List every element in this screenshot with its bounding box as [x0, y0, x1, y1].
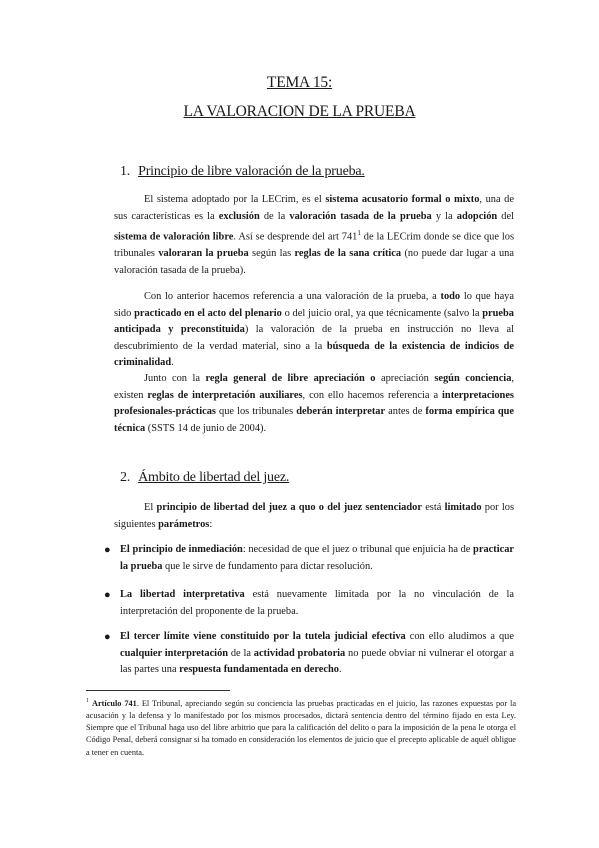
footnote-divider: [86, 690, 230, 691]
section-title: Ámbito de libertad del juez.: [138, 470, 290, 485]
section-title: Principio de libre valoración de la prueba.: [138, 164, 365, 179]
page-title: LA VALORACION DE LA PRUEBA: [183, 103, 416, 120]
footnote: [86, 695, 516, 759]
section-number: 1.: [120, 164, 131, 179]
bullet-icon: ●: [104, 631, 111, 643]
list-item: ● El tercer límite viene constituido por la tutela judicial efectiva con ello aludimos a que cualquier interpretación de la actividad probatoria no puede obviar ni vulnerar el otorgar a las partes una respuesta fundamentada en derecho.: [104, 631, 515, 676]
footnote-label: Artículo 741: [91, 698, 137, 708]
section-2-heading: [120, 470, 289, 486]
footnote-ref: 1: [357, 229, 361, 238]
topic-number: TEMA 15:: [266, 74, 333, 91]
section-1-heading: [120, 164, 365, 180]
bullet-icon: ●: [104, 544, 111, 556]
section-number: 2.: [120, 470, 131, 485]
paragraph-3: Junto con la regla general de libre apreciación o apreciación según conciencia, existen reglas de interpretación auxiliares, con ello hacemos referencia a interpretaciones profesionales-prácticas que los tribunales deberán interpretar antes de forma empírica que técnica (SSTS 14 de junio de 2004).: [114, 373, 515, 434]
bullet-icon: ●: [104, 589, 111, 601]
list-item: ● El principio de inmediación: necesidad de que el juez o tribunal que enjuicia ha de practicar la prueba que le sirve de fundamento para dictar resolución.: [104, 544, 515, 572]
paragraph-1: El sistema adoptado por la LECrim, es el sistema acusatorio formal o mixto, una de sus características es la exclusión de la valoración tasada de la prueba y la adopción del sistema de valoración libre. Así se desprende del art $741^1$ de la LECrim donde se dice que los tribunales valoraran la prueba según las reglas de la sana crítica (no puede dar lugar a una valoración tasada de la prueba).: [114, 194, 515, 276]
footnote-mark: 1: [86, 698, 89, 704]
list-item: ● La libertad interpretativa está nuevamente limitada por la no vinculación de la interpretación del proponente de la prueba.: [104, 589, 514, 617]
footnote-text: . El Tribunal, apreciando según su conciencia las pruebas practicadas en el juicio, las razones expuestas por la acusación y la defensa y lo manifestado por los mismos procesados, dictará sentencia dentro del término fijado en esta Ley. Siempre que el Tribunal haga uso del libre arbitrio que para la calificación del delito o para la imposición de la pena le otorga el Código Penal, deberá consignar si ha tomado en consideración los elementos de juicio que el precepto aplicable de aquél obligue a tener en cuenta.: [86, 698, 517, 757]
paragraph-4: El principio de libertad del juez a quo o del juez sentenciador está limitado por los siguientes parámetros:: [114, 502, 514, 530]
paragraph-2: Con lo anterior hacemos referencia a una valoración de la prueba, a todo lo que haya sido practicado en el acto del plenario o del juicio oral, ya que técnicamente (salvo la prueba anticipada y preconstituida) la valoración de la prueba en instrucción no lleva al descubrimiento de la verdad material, sino a la búsqueda de la existencia de indicios de criminalidad.: [114, 291, 515, 369]
